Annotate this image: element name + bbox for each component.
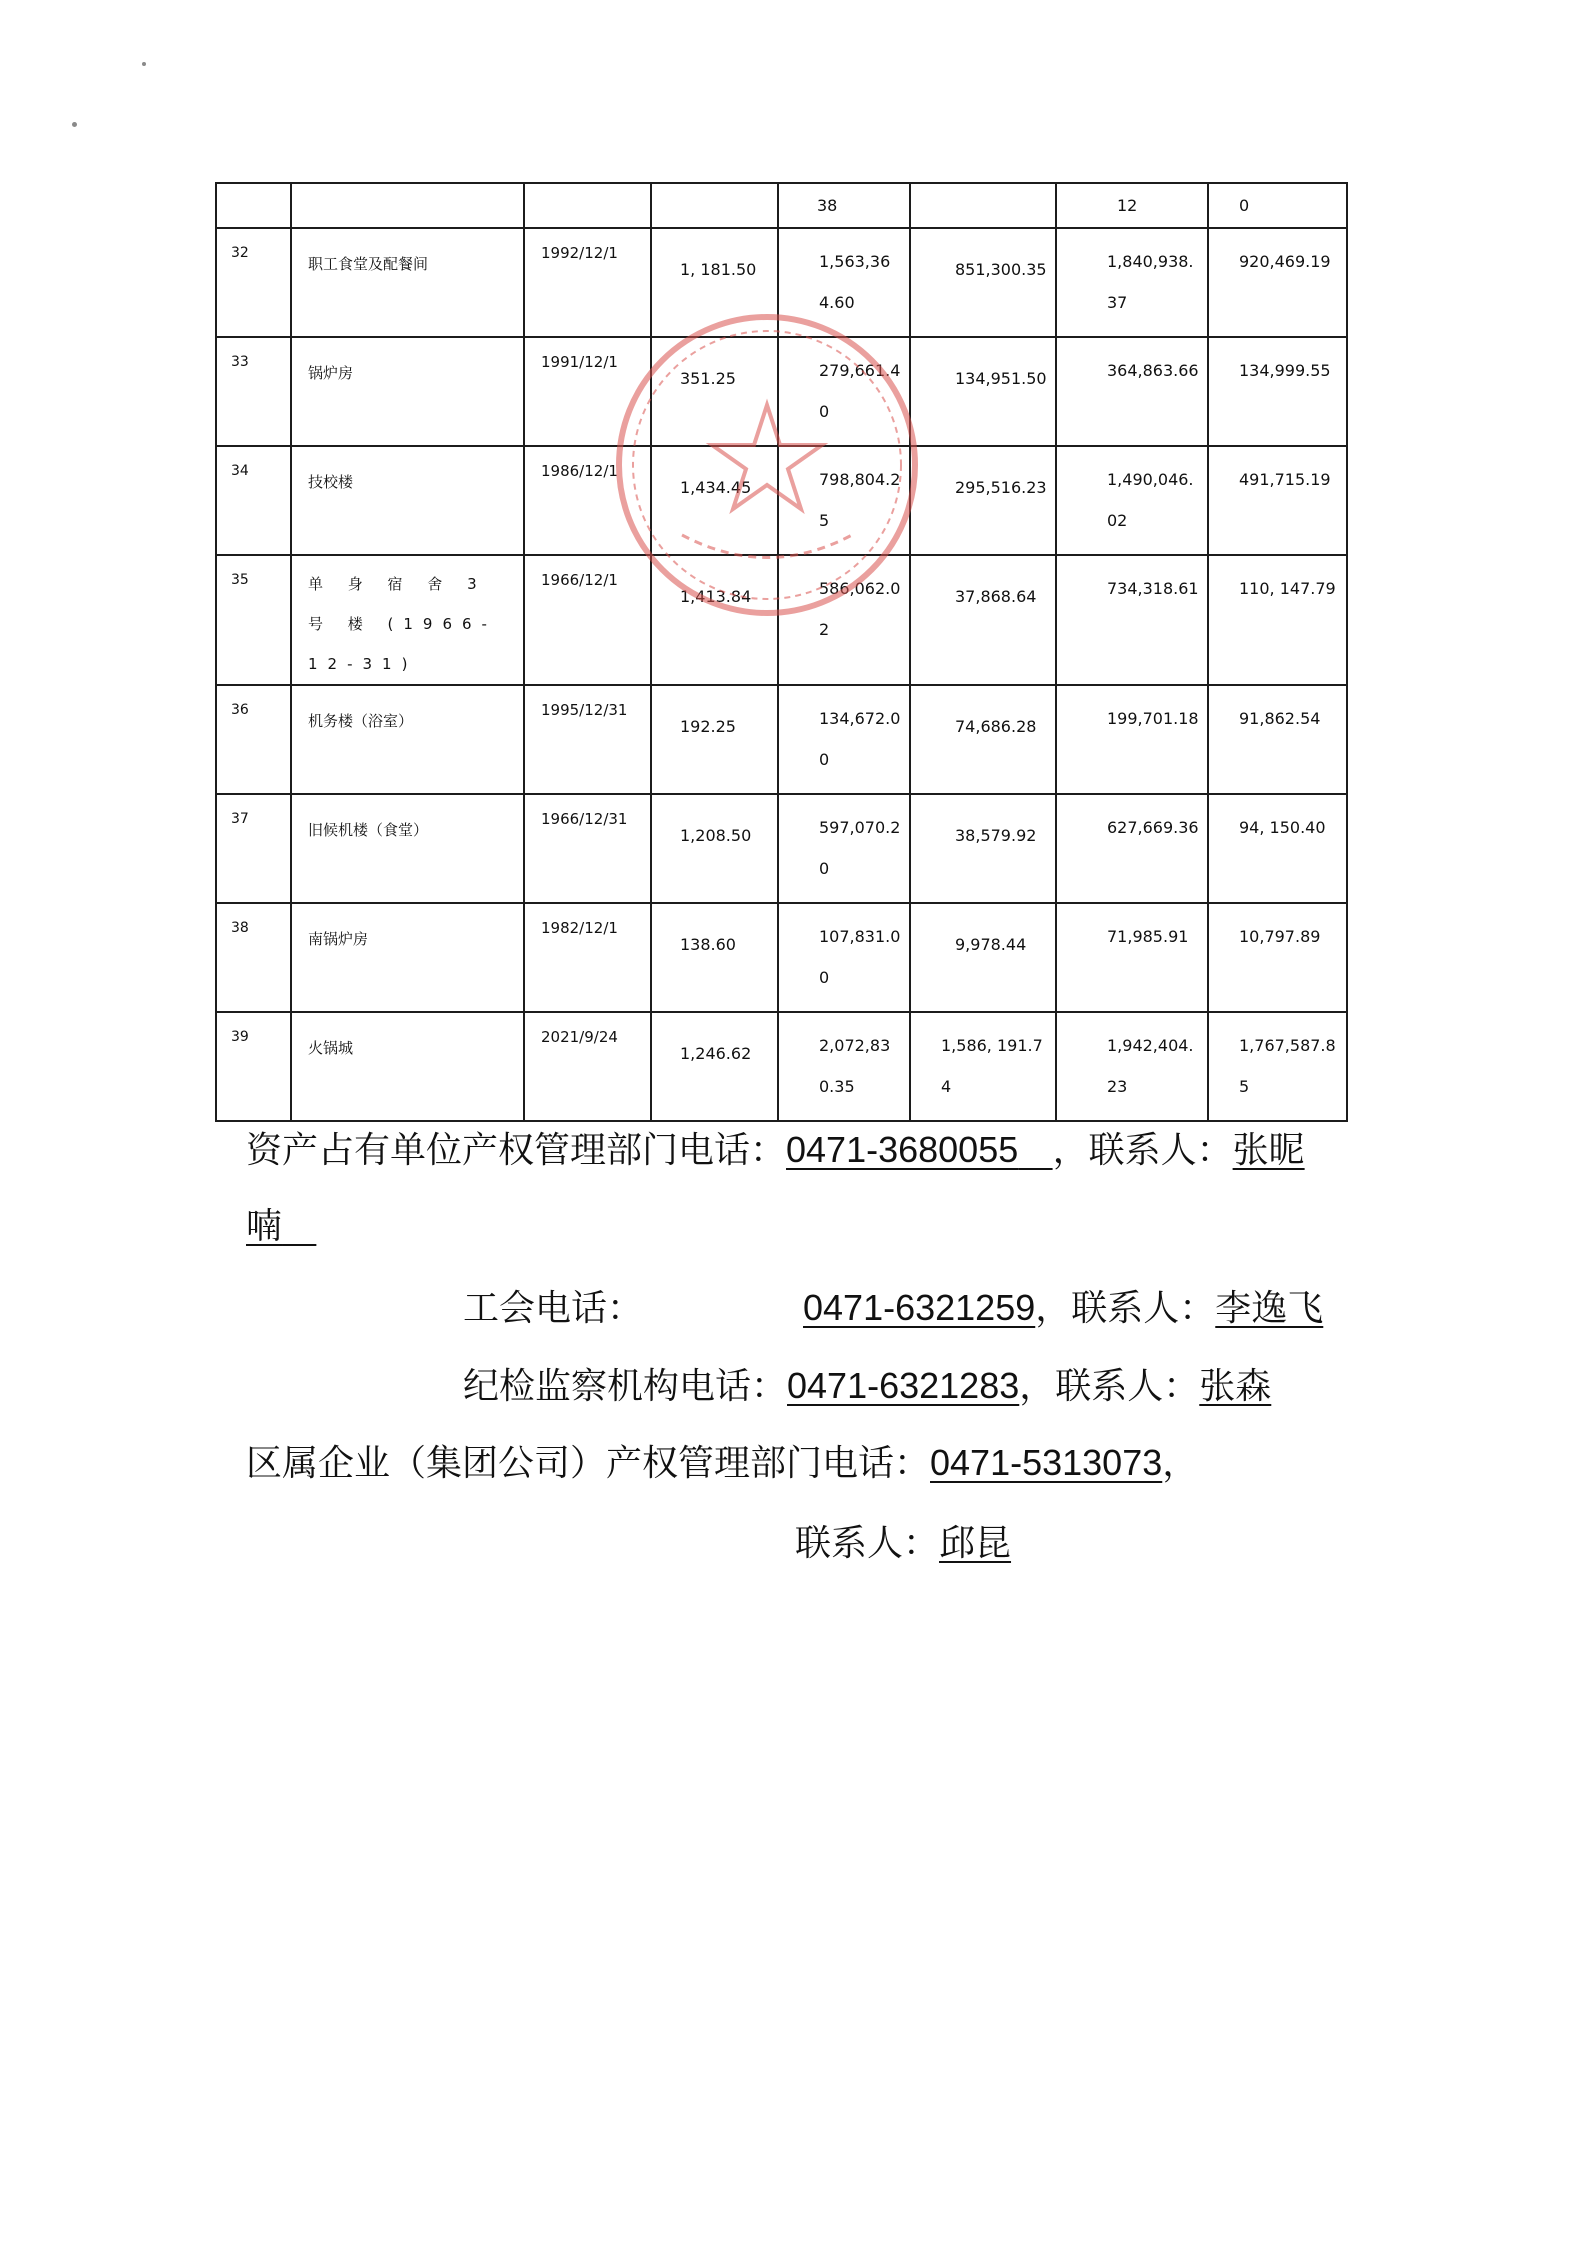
asset-area: 1, 181.50	[651, 228, 778, 337]
asset-value: 37,868.64	[910, 555, 1056, 685]
contact-label: 工会电话：	[463, 1288, 644, 1329]
asset-date: 1966/12/1	[524, 555, 651, 685]
asset-value: 364,863.66	[1056, 337, 1208, 446]
asset-table	[215, 182, 1348, 1122]
asset-value: 2,072,830.35	[778, 1012, 910, 1121]
table-cell	[910, 183, 1056, 228]
table-row	[216, 1012, 1347, 1121]
asset-value: 71,985.91	[1056, 903, 1208, 1012]
asset-value: 134,951.50	[910, 337, 1056, 446]
phone-number: 0471-5313073	[930, 1442, 1163, 1483]
asset-name: 锅炉房	[291, 337, 524, 446]
row-number: 35	[216, 555, 291, 685]
asset-value: 1,942,404.23	[1056, 1012, 1208, 1121]
table-row	[216, 183, 1347, 228]
asset-date: 1992/12/1	[524, 228, 651, 337]
table-row	[216, 794, 1347, 903]
asset-value: 94, 150.40	[1208, 794, 1347, 903]
contact-label: 联系人：	[795, 1523, 940, 1564]
asset-date: 1982/12/1	[524, 903, 651, 1012]
contact-line-group-person	[795, 1515, 1011, 1566]
contact-separator: ，联系人：	[1035, 1288, 1216, 1329]
row-number: 33	[216, 337, 291, 446]
table-row	[216, 337, 1347, 446]
asset-value: 279,661.40	[778, 337, 910, 446]
asset-value: 110, 147.79	[1208, 555, 1347, 685]
contact-person-continued: 喃	[246, 1206, 283, 1247]
asset-value: 199,701.18	[1056, 685, 1208, 794]
asset-area: 192.25	[651, 685, 778, 794]
asset-area: 351.25	[651, 337, 778, 446]
row-number: 36	[216, 685, 291, 794]
asset-value: 627,669.36	[1056, 794, 1208, 903]
contact-line-union	[463, 1280, 1323, 1331]
contact-line-asset-unit-cont	[246, 1198, 316, 1249]
asset-name: 机务楼（浴室）	[291, 685, 524, 794]
asset-value: 107,831.00	[778, 903, 910, 1012]
underline-spacer	[1018, 1130, 1052, 1171]
asset-value: 586,062.02	[778, 555, 910, 685]
contact-separator: ，	[1162, 1443, 1199, 1484]
row-number: 39	[216, 1012, 291, 1121]
asset-value: 1,840,938.37	[1056, 228, 1208, 337]
asset-value: 134,672.00	[778, 685, 910, 794]
scan-speck	[72, 122, 77, 127]
asset-date: 2021/9/24	[524, 1012, 651, 1121]
asset-date: 1991/12/1	[524, 337, 651, 446]
asset-name: 职工食堂及配餐间	[291, 228, 524, 337]
contact-person: 张森	[1199, 1366, 1272, 1407]
table-row	[216, 228, 1347, 337]
table-row	[216, 555, 1347, 685]
asset-value: 851,300.35	[910, 228, 1056, 337]
contact-separator: ，联系人：	[1019, 1366, 1200, 1407]
row-number: 38	[216, 903, 291, 1012]
asset-name: 南锅炉房	[291, 903, 524, 1012]
asset-area: 1,413.84	[651, 555, 778, 685]
underline-spacer	[282, 1206, 316, 1247]
table-cell: 38	[778, 183, 910, 228]
asset-date: 1995/12/31	[524, 685, 651, 794]
contact-label: 资产占有单位产权管理部门电话：	[246, 1130, 787, 1171]
table-row	[216, 446, 1347, 555]
asset-value: 91,862.54	[1208, 685, 1347, 794]
asset-value: 134,999.55	[1208, 337, 1347, 446]
asset-value: 10,797.89	[1208, 903, 1347, 1012]
asset-value: 295,516.23	[910, 446, 1056, 555]
asset-date: 1966/12/31	[524, 794, 651, 903]
table-cell: 0	[1208, 183, 1347, 228]
table-cell	[651, 183, 778, 228]
asset-value: 9,978.44	[910, 903, 1056, 1012]
asset-value: 798,804.25	[778, 446, 910, 555]
asset-area: 1,208.50	[651, 794, 778, 903]
row-number: 32	[216, 228, 291, 337]
contact-line-group	[246, 1435, 1198, 1486]
contact-line-asset-unit	[246, 1122, 1305, 1173]
asset-value: 920,469.19	[1208, 228, 1347, 337]
contact-label: 纪检监察机构电话：	[463, 1366, 788, 1407]
asset-value: 1,563,364.60	[778, 228, 910, 337]
phone-number: 0471-6321259	[803, 1287, 1036, 1328]
asset-value: 74,686.28	[910, 685, 1056, 794]
contact-person: 张昵	[1232, 1130, 1305, 1171]
asset-value: 597,070.20	[778, 794, 910, 903]
table-cell	[216, 183, 291, 228]
asset-area: 138.60	[651, 903, 778, 1012]
asset-value: 734,318.61	[1056, 555, 1208, 685]
row-number: 34	[216, 446, 291, 555]
asset-value: 38,579.92	[910, 794, 1056, 903]
table-cell: 12	[1056, 183, 1208, 228]
asset-area: 1,434.45	[651, 446, 778, 555]
asset-name: 旧候机楼（食堂）	[291, 794, 524, 903]
asset-name: 火锅城	[291, 1012, 524, 1121]
table-cell	[291, 183, 524, 228]
scan-speck	[142, 62, 146, 66]
contact-label: 区属企业（集团公司）产权管理部门电话：	[246, 1443, 931, 1484]
contact-separator: ，联系人：	[1052, 1130, 1233, 1171]
asset-date: 1986/12/1	[524, 446, 651, 555]
contact-person: 李逸飞	[1215, 1288, 1324, 1329]
contact-person: 邱昆	[939, 1523, 1012, 1564]
contact-line-discipline	[463, 1358, 1271, 1409]
asset-value: 491,715.19	[1208, 446, 1347, 555]
phone-number: 0471-3680055	[786, 1129, 1019, 1170]
asset-value: 1,586, 191.74	[910, 1012, 1056, 1121]
table-row	[216, 685, 1347, 794]
asset-value: 1,767,587.85	[1208, 1012, 1347, 1121]
row-number: 37	[216, 794, 291, 903]
asset-name: 技校楼	[291, 446, 524, 555]
asset-area: 1,246.62	[651, 1012, 778, 1121]
asset-value: 1,490,046.02	[1056, 446, 1208, 555]
asset-name: 单 身 宿 舍 3 号 楼 (1966-12-31)	[291, 555, 524, 685]
table-cell	[524, 183, 651, 228]
phone-number: 0471-6321283	[787, 1365, 1020, 1406]
table-row	[216, 903, 1347, 1012]
